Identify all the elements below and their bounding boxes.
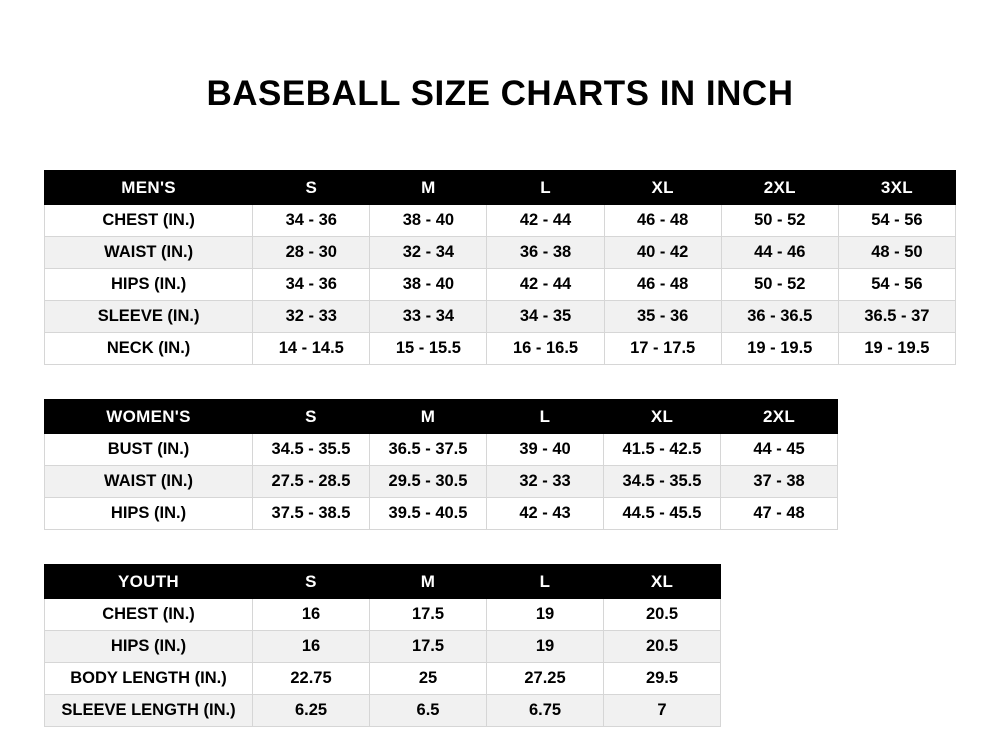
column-header: S <box>253 400 370 434</box>
column-header: S <box>253 565 370 599</box>
table-cell: 19 <box>487 599 604 631</box>
row-label: SLEEVE (IN.) <box>45 301 253 333</box>
row-label: CHEST (IN.) <box>45 205 253 237</box>
row-label: HIPS (IN.) <box>45 631 253 663</box>
table-cell: 16 <box>253 631 370 663</box>
table-cell: 14 - 14.5 <box>253 333 370 365</box>
column-header: L <box>487 400 604 434</box>
youth-size-table <box>44 564 721 727</box>
column-header: L <box>487 171 604 205</box>
table-cell: 32 - 34 <box>370 237 487 269</box>
table-cell: 7 <box>604 695 721 727</box>
column-header: MEN'S <box>45 171 253 205</box>
table-cell: 34.5 - 35.5 <box>253 434 370 466</box>
table-cell: 36 - 38 <box>487 237 604 269</box>
column-header: YOUTH <box>45 565 253 599</box>
table-cell: 39 - 40 <box>487 434 604 466</box>
row-label: BODY LENGTH (IN.) <box>45 663 253 695</box>
table-cell: 32 - 33 <box>253 301 370 333</box>
row-label: HIPS (IN.) <box>45 498 253 530</box>
table-cell: 17 - 17.5 <box>604 333 721 365</box>
table-cell: 40 - 42 <box>604 237 721 269</box>
table-cell: 44 - 45 <box>721 434 838 466</box>
table-cell: 42 - 44 <box>487 269 604 301</box>
column-header: L <box>487 565 604 599</box>
table-row <box>45 269 956 301</box>
table-cell: 44.5 - 45.5 <box>604 498 721 530</box>
column-header: 3XL <box>838 171 955 205</box>
column-header: M <box>370 565 487 599</box>
table-cell: 19 - 19.5 <box>721 333 838 365</box>
womens-size-table <box>44 399 838 530</box>
table-cell: 42 - 44 <box>487 205 604 237</box>
table-row <box>45 205 956 237</box>
table-cell: 35 - 36 <box>604 301 721 333</box>
table-cell: 6.25 <box>253 695 370 727</box>
table-cell: 50 - 52 <box>721 269 838 301</box>
table-cell: 41.5 - 42.5 <box>604 434 721 466</box>
table-cell: 27.5 - 28.5 <box>253 466 370 498</box>
table-header-row <box>45 400 838 434</box>
table-cell: 36.5 - 37.5 <box>370 434 487 466</box>
table-header-row <box>45 565 721 599</box>
table-cell: 19 - 19.5 <box>838 333 955 365</box>
table-cell: 54 - 56 <box>838 269 955 301</box>
table-cell: 33 - 34 <box>370 301 487 333</box>
table-cell: 17.5 <box>370 631 487 663</box>
table-cell: 37 - 38 <box>721 466 838 498</box>
table-cell: 38 - 40 <box>370 269 487 301</box>
table-row <box>45 631 721 663</box>
column-header: M <box>370 400 487 434</box>
table-cell: 36.5 - 37 <box>838 301 955 333</box>
table-row <box>45 434 838 466</box>
table-cell: 20.5 <box>604 631 721 663</box>
table-cell: 6.5 <box>370 695 487 727</box>
table-cell: 22.75 <box>253 663 370 695</box>
table-row <box>45 663 721 695</box>
column-header: XL <box>604 171 721 205</box>
table-header-row <box>45 171 956 205</box>
column-header: XL <box>604 565 721 599</box>
column-header: 2XL <box>721 400 838 434</box>
table-cell: 34 - 36 <box>253 269 370 301</box>
table-cell: 15 - 15.5 <box>370 333 487 365</box>
table-row <box>45 498 838 530</box>
table-cell: 37.5 - 38.5 <box>253 498 370 530</box>
table-cell: 29.5 - 30.5 <box>370 466 487 498</box>
row-label: BUST (IN.) <box>45 434 253 466</box>
column-header: M <box>370 171 487 205</box>
table-cell: 34 - 36 <box>253 205 370 237</box>
table-cell: 6.75 <box>487 695 604 727</box>
row-label: WAIST (IN.) <box>45 466 253 498</box>
table-row <box>45 599 721 631</box>
table-cell: 42 - 43 <box>487 498 604 530</box>
table-cell: 16 <box>253 599 370 631</box>
row-label: CHEST (IN.) <box>45 599 253 631</box>
table-row <box>45 333 956 365</box>
table-row <box>45 301 956 333</box>
column-header: S <box>253 171 370 205</box>
table-cell: 46 - 48 <box>604 205 721 237</box>
table-cell: 38 - 40 <box>370 205 487 237</box>
table-cell: 54 - 56 <box>838 205 955 237</box>
table-cell: 28 - 30 <box>253 237 370 269</box>
table-cell: 34.5 - 35.5 <box>604 466 721 498</box>
table-cell: 44 - 46 <box>721 237 838 269</box>
table-cell: 17.5 <box>370 599 487 631</box>
table-cell: 47 - 48 <box>721 498 838 530</box>
table-cell: 19 <box>487 631 604 663</box>
table-cell: 48 - 50 <box>838 237 955 269</box>
column-header: WOMEN'S <box>45 400 253 434</box>
table-cell: 34 - 35 <box>487 301 604 333</box>
page-title: BASEBALL SIZE CHARTS IN INCH <box>206 74 794 113</box>
table-cell: 25 <box>370 663 487 695</box>
table-cell: 16 - 16.5 <box>487 333 604 365</box>
table-cell: 27.25 <box>487 663 604 695</box>
row-label: NECK (IN.) <box>45 333 253 365</box>
row-label: WAIST (IN.) <box>45 237 253 269</box>
row-label: HIPS (IN.) <box>45 269 253 301</box>
table-cell: 46 - 48 <box>604 269 721 301</box>
table-row <box>45 237 956 269</box>
mens-size-table <box>44 170 956 365</box>
table-cell: 32 - 33 <box>487 466 604 498</box>
table-row <box>45 466 838 498</box>
column-header: 2XL <box>721 171 838 205</box>
table-cell: 20.5 <box>604 599 721 631</box>
row-label: SLEEVE LENGTH (IN.) <box>45 695 253 727</box>
size-tables-container <box>0 170 1000 727</box>
table-cell: 29.5 <box>604 663 721 695</box>
column-header: XL <box>604 400 721 434</box>
table-cell: 50 - 52 <box>721 205 838 237</box>
table-cell: 39.5 - 40.5 <box>370 498 487 530</box>
table-cell: 36 - 36.5 <box>721 301 838 333</box>
table-row <box>45 695 721 727</box>
